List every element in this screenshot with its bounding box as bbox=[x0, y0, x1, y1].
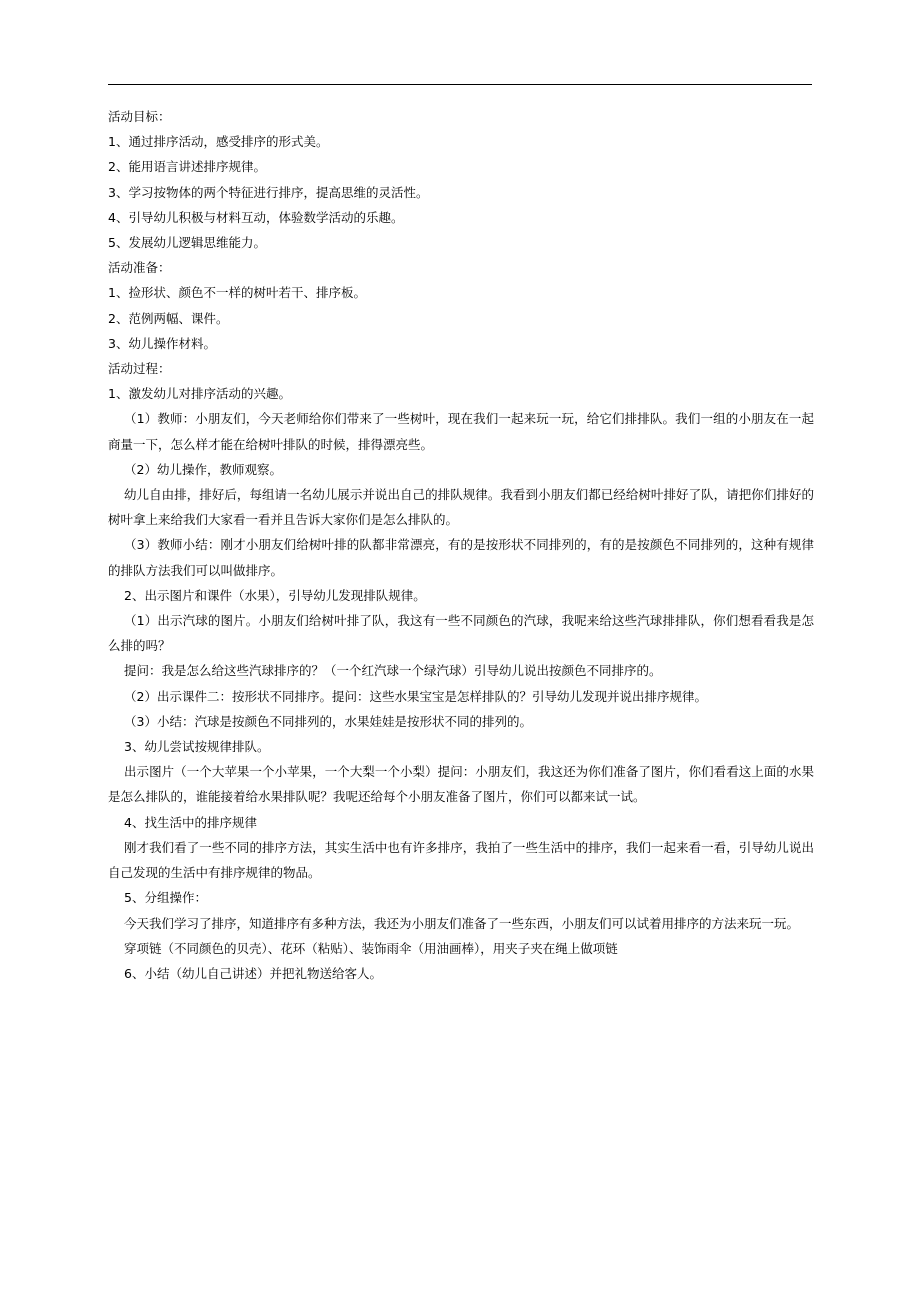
body-line: 3、学习按物体的两个特征进行排序，提高思维的灵活性。 bbox=[108, 184, 429, 200]
body-line: （3）小结：汽球是按颜色不同排列的，水果娃娃是按形状不同的排列的。 bbox=[124, 713, 532, 729]
body-line: （2）幼儿操作，教师观察。 bbox=[124, 461, 282, 477]
body-line: （2）出示课件二：按形状不同排序。提问：这些水果宝宝是怎样排队的？引导幼儿发现并说出排序规律。 bbox=[124, 688, 707, 704]
body-line: 5、分组操作： bbox=[124, 890, 207, 906]
body-line: （1）教师：小朋友们，今天老师给你们带来了一些树叶，现在我们一起来玩一玩，给它们排排队。我们一组的小朋友在一起商量一下，怎么样才能在给树叶排队的时候，排得漂亮些。 bbox=[108, 411, 814, 452]
body-line: 提问：我是怎么给这些汽球排序的？（一个红汽球一个绿汽球）引导幼儿说出按颜色不同排序的。 bbox=[124, 663, 662, 679]
body-line: 穿项链（不同颜色的贝壳）、花环（粘贴）、装饰雨伞（用油画棒），用夹子夹在绳上做项链 bbox=[124, 940, 618, 956]
body-line: 6、小结（幼儿自己讲述）并把礼物送给客人。 bbox=[124, 965, 382, 981]
section-heading: 活动过程： bbox=[108, 361, 171, 377]
body-line: 2、出示图片和课件（水果），引导幼儿发现排队规律。 bbox=[124, 587, 426, 603]
body-line: 3、幼儿操作材料。 bbox=[108, 335, 216, 351]
section-heading: 活动准备： bbox=[108, 260, 171, 276]
body-line: 2、范例两幅、课件。 bbox=[108, 310, 229, 326]
body-line: 1、通过排序活动，感受排序的形式美。 bbox=[108, 134, 329, 150]
body-line: （1）出示汽球的图片。小朋友们给树叶排了队，我这有一些不同颜色的汽球，我呢来给这些汽球排排队，你们想看看我是怎么排的吗？ bbox=[108, 613, 814, 654]
body-line: 5、发展幼儿逻辑思维能力。 bbox=[108, 235, 266, 251]
body-line: 刚才我们看了一些不同的排序方法，其实生活中也有许多排序，我拍了一些生活中的排序，我们一起来看一看，引导幼儿说出自己发现的生活中有排序规律的物品。 bbox=[108, 839, 814, 881]
body-line: 1、激发幼儿对排序活动的兴趣。 bbox=[108, 386, 291, 402]
body-line: 幼儿自由排，排好后，每组请一名幼儿展示并说出自己的排队规律。我看到小朋友们都已经给树叶排好了队，请把你们排好的树叶拿上来给我们大家看一看并且告诉大家你们是怎么排队的。 bbox=[108, 487, 814, 528]
body-line: 今天我们学习了排序，知道排序有多种方法，我还为小朋友们准备了一些东西，小朋友们可以试着用排序的方法来玩一玩。 bbox=[124, 915, 800, 931]
section-heading: 活动目标： bbox=[108, 109, 171, 124]
body-line: 4、找生活中的排序规律 bbox=[124, 814, 257, 830]
body-line: 3、幼儿尝试按规律排队。 bbox=[124, 739, 270, 755]
body-line: 4、引导幼儿积极与材料互动，体验数学活动的乐趣。 bbox=[108, 209, 404, 225]
body-line: 1、捡形状、颜色不一样的树叶若干、排序板。 bbox=[108, 285, 366, 301]
document-body bbox=[108, 104, 814, 986]
body-line: 2、能用语言讲述排序规律。 bbox=[108, 159, 266, 175]
header-divider bbox=[108, 84, 812, 85]
body-line: （3）教师小结：刚才小朋友们给树叶排的队都非常漂亮，有的是按形状不同排列的，有的是按颜色不同排列的，这种有规律的排队方法我们可以叫做排序。 bbox=[108, 537, 814, 578]
body-line: 出示图片（一个大苹果一个小苹果，一个大梨一个小梨）提问：小朋友们，我这还为你们准备了图片，你们看看这上面的水果是怎么排队的，谁能接着给水果排队呢？我呢还给每个小朋友准备了图片，你们可以都来试一试。 bbox=[108, 764, 814, 805]
